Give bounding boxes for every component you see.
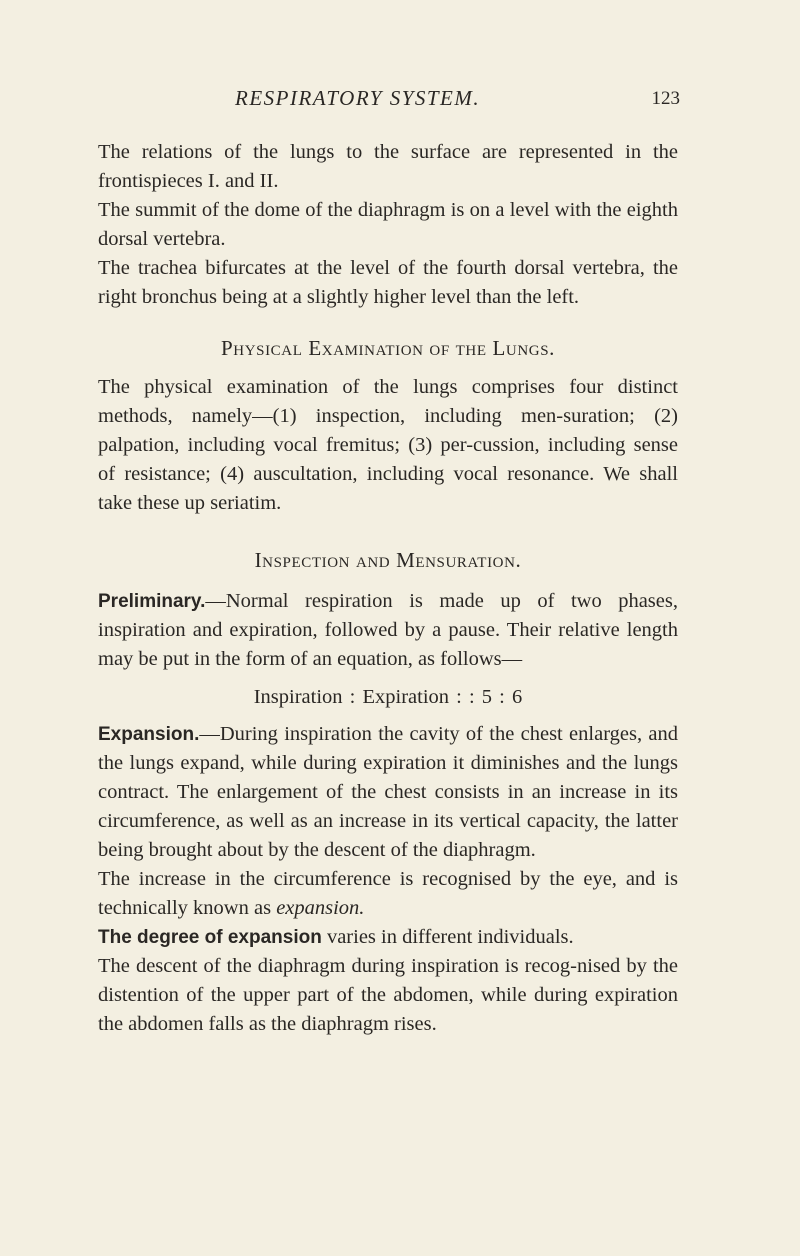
running-head bbox=[98, 86, 680, 116]
paragraph-physical-examination: The physical examination of the lungs comprises four distinct methods, namely—(1) inspection, including men-suration; (2) palpation, including vocal fremitus; (3) per-cussion, including sense of resistance; (4) auscultation, including vocal resonance. We shall take these up seriatim. bbox=[98, 376, 678, 514]
circumference-text: The increase in the circumference is recognised by the eye, and is technically known as bbox=[98, 868, 678, 919]
page-body bbox=[98, 138, 678, 1039]
paragraph-frontispieces: The relations of the lungs to the surface are represented in the frontispieces I. and II. bbox=[98, 141, 678, 192]
degree-body: varies in different individuals. bbox=[321, 926, 574, 948]
section-heading-inspection: Inspection and Mensuration. bbox=[254, 548, 522, 572]
running-title: RESPIRATORY SYSTEM. bbox=[235, 86, 481, 110]
expansion-body: —During inspiration the cavity of the chest enlarges, and the lungs expand, while during expiration it diminishes and the lungs contract. The enlargement of the chest consists in an increase in its circumference, as well as an increase in its vertical capacity, the latter being brought about by the descent of the diaphragm. bbox=[98, 723, 678, 861]
page-number: 123 bbox=[651, 88, 680, 109]
preliminary-lead: Preliminary. bbox=[98, 591, 206, 612]
paragraph-expansion bbox=[98, 720, 678, 865]
degree-lead: The degree of expansion bbox=[98, 927, 322, 948]
paragraph-diaphragm-summit: The summit of the dome of the diaphragm is on a level with the eighth dorsal vertebra. bbox=[98, 199, 678, 250]
expansion-term: expansion. bbox=[276, 897, 365, 919]
expansion-lead: Expansion. bbox=[98, 724, 200, 745]
paragraph-descent: The descent of the diaphragm during inspiration is recog-nised by the distention of the upper part of the abdomen, while during expiration the abdomen falls as the diaphragm rises. bbox=[98, 955, 678, 1035]
preliminary-body: —Normal respiration is made up of two phases, inspiration and expiration, followed by a pause. Their relative length may be put in the form of an equation, as follows— bbox=[98, 590, 678, 670]
paragraph-preliminary bbox=[98, 587, 678, 674]
paragraph-circumference bbox=[98, 865, 678, 923]
section-heading-physical-examination: Physical Examination of the Lungs. bbox=[221, 336, 555, 360]
paragraph-degree bbox=[98, 923, 678, 952]
paragraph-trachea: The trachea bifurcates at the level of the fourth dorsal vertebra, the right bronchus being at a slightly higher level than the left. bbox=[98, 257, 678, 308]
respiration-equation: Inspiration : Expiration : : 5 : 6 bbox=[253, 686, 523, 708]
